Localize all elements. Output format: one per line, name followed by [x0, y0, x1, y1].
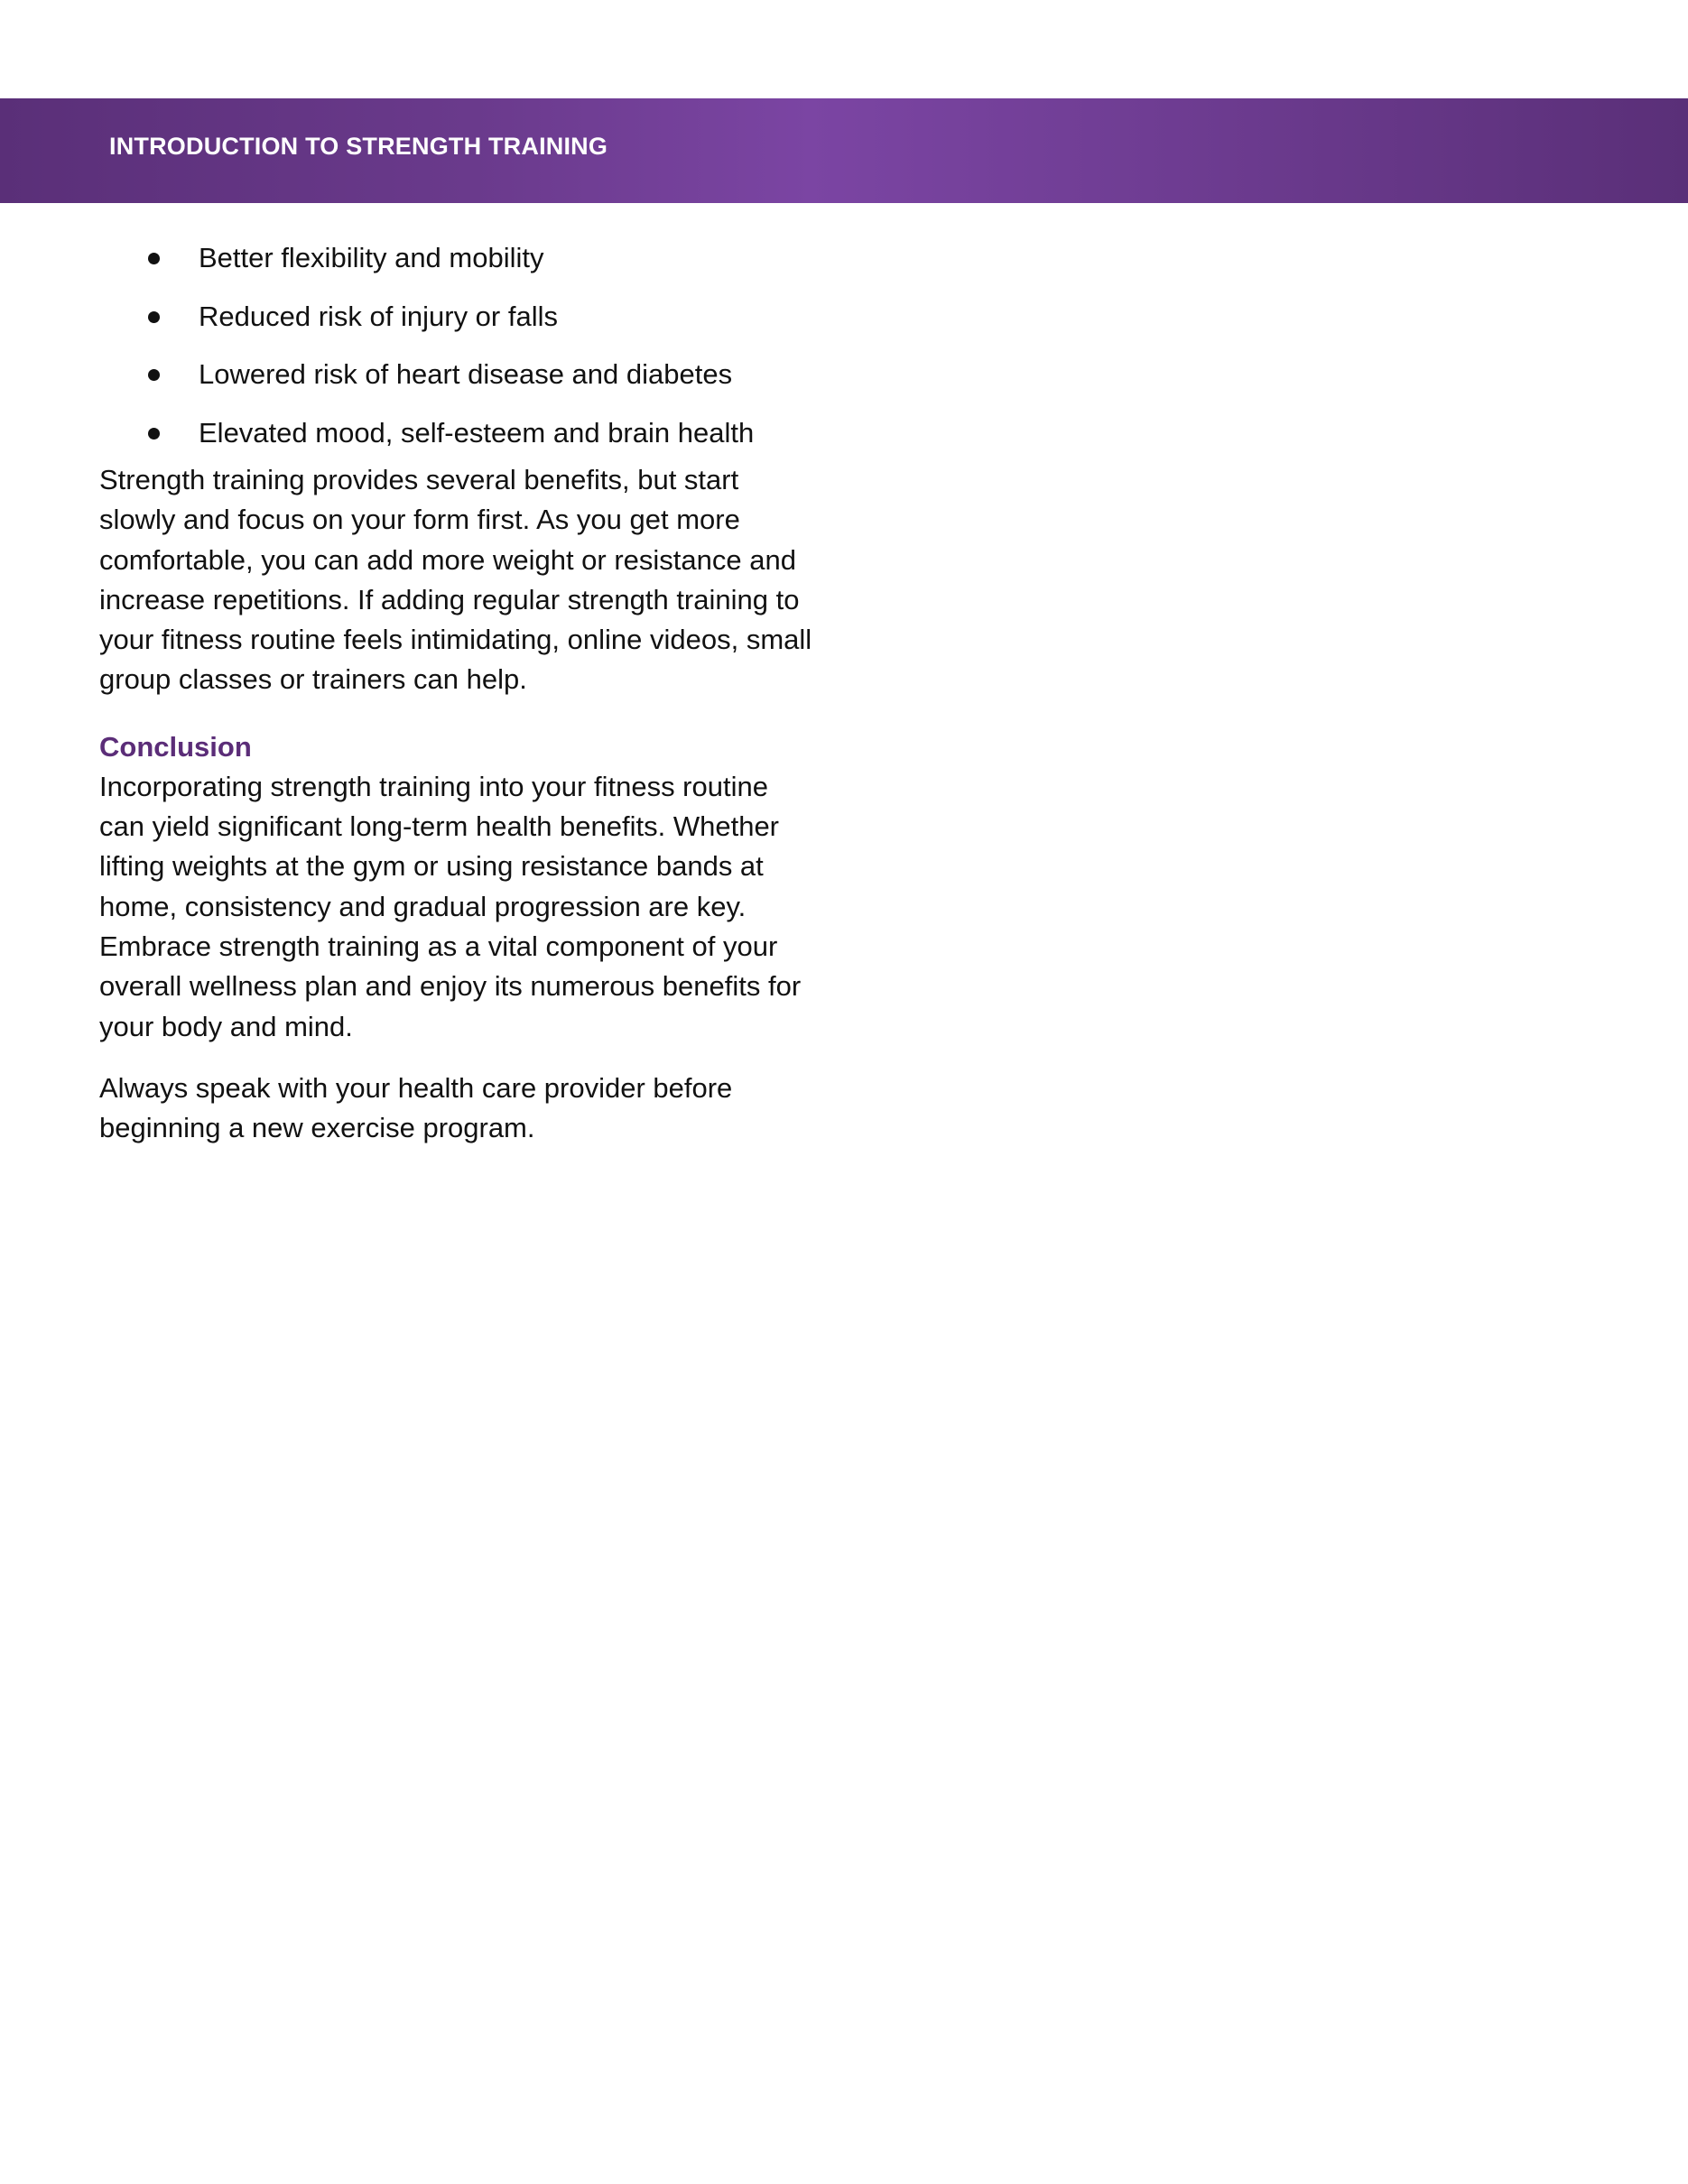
- list-item: [99, 233, 812, 292]
- conclusion-paragraph: Incorporating strength training into your fitness routine can yield significant long-term health benefits. Whether lifting weights at the gym or using resistance bands at home, consistency and gradual progression are key. Embrace strength training as a vital component of your overall wellness plan and enjoy its numerous benefits for your body and mind.: [99, 770, 802, 1042]
- benefits-list: [99, 233, 812, 466]
- bullet-icon: [148, 428, 160, 440]
- disclaimer-paragraph: Always speak with your health care provider before beginning a new exercise program.: [99, 1071, 733, 1144]
- page-header-title: INTRODUCTION TO STRENGTH TRAINING: [109, 133, 608, 160]
- list-item: [99, 408, 812, 467]
- list-item-text: Elevated mood, self-esteem and brain health: [199, 416, 755, 449]
- list-item: [99, 349, 812, 408]
- bullet-icon: [148, 311, 160, 323]
- intro-paragraph: Strength training provides several benefits, but start slowly and focus on your form first. As you get more comfortable, you can add more weight or resistance and increase repetitions. If adding regular strength training to your fitness routine feels intimidating, online videos, small group classes or trainers can help.: [99, 464, 812, 696]
- main-content: [99, 233, 812, 1148]
- header-band: [0, 98, 1688, 203]
- conclusion-heading: Conclusion: [99, 730, 252, 763]
- bullet-icon: [148, 253, 160, 264]
- list-item-text: Reduced risk of injury or falls: [199, 300, 558, 332]
- list-item-text: Better flexibility and mobility: [199, 242, 544, 273]
- list-item: [99, 292, 812, 350]
- bullet-icon: [148, 369, 160, 381]
- list-item-text: Lowered risk of heart disease and diabetes: [199, 358, 733, 390]
